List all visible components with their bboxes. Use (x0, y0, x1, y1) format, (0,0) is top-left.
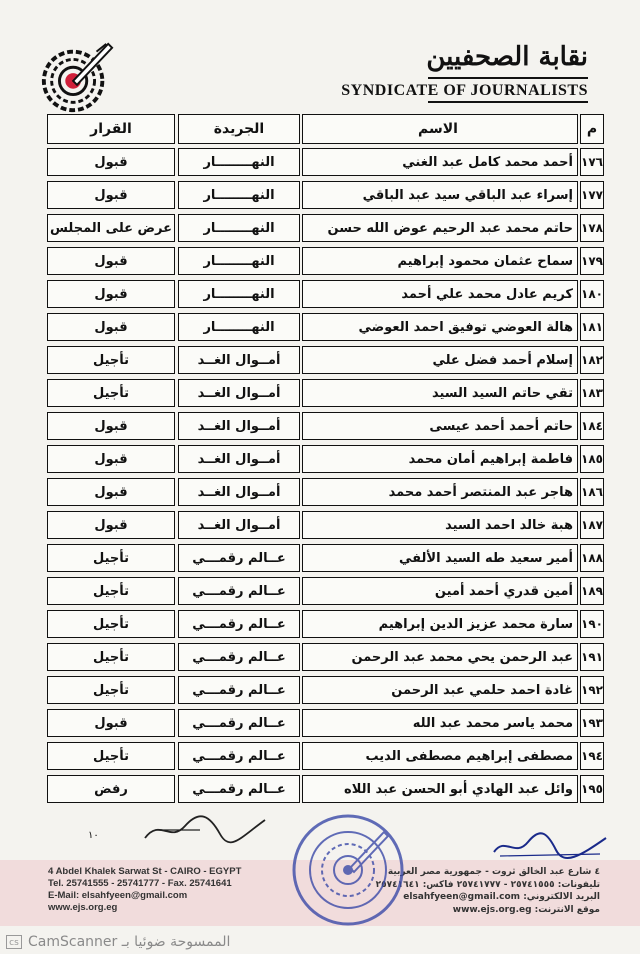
row-number: ١٨١ (580, 313, 604, 341)
row-newspaper: أمــوال الغــد (178, 346, 300, 374)
row-newspaper: عــالم رقمـــي (178, 643, 300, 671)
row-newspaper: النهــــــــار (178, 181, 300, 209)
row-number: ١٨٤ (580, 412, 604, 440)
row-name: عبد الرحمن يحي محمد عبد الرحمن (302, 643, 578, 671)
table-row (44, 577, 604, 605)
row-name: هاجر عبد المنتصر أحمد محمد (302, 478, 578, 506)
row-number: ١٨٠ (580, 280, 604, 308)
row-decision: عرض على المجلس (47, 214, 175, 242)
camscanner-logo-icon: cs (6, 935, 22, 949)
page-number: ١٠ (88, 830, 99, 841)
row-decision: تأجيل (47, 742, 175, 770)
footer-ar-line: تليفونات: ٢٥٧٤١٥٥٥ - ٢٥٧٤١٧٧٧ فاكس: ٢٥٧٤١٦٤١ (375, 879, 600, 890)
row-decision: قبول (47, 709, 175, 737)
row-newspaper: عــالم رقمـــي (178, 709, 300, 737)
row-name: حاتم محمد عبد الرحيم عوض الله حسن (302, 214, 578, 242)
row-number: ١٩٣ (580, 709, 604, 737)
table-row (44, 181, 604, 209)
row-number: ١٧٦ (580, 148, 604, 176)
row-decision: تأجيل (47, 610, 175, 638)
footer-ar-line: ٤ شارع عبد الخالق ثروت - جمهورية مصر العربية (387, 867, 600, 877)
row-decision: تأجيل (47, 346, 175, 374)
row-decision: رفض (47, 775, 175, 803)
footer-en-line: E-Mail: elsahfyeen@gmail.com (48, 890, 188, 901)
row-decision: قبول (47, 445, 175, 473)
table-row (44, 643, 604, 671)
table-row (44, 511, 604, 539)
row-number: ١٨٢ (580, 346, 604, 374)
row-decision: قبول (47, 511, 175, 539)
row-name: محمد ياسر محمد عبد الله (302, 709, 578, 737)
table-row (44, 313, 604, 341)
header-paper: الجريدة (178, 114, 300, 144)
row-number: ١٩٥ (580, 775, 604, 803)
row-name: إسلام أحمد فضل علي (302, 346, 578, 374)
syndicate-title-en: SYNDICATE OF JOURNALISTS (341, 82, 588, 99)
footer-address-en (48, 866, 241, 914)
table-row (44, 148, 604, 176)
row-newspaper: أمــوال الغــد (178, 445, 300, 473)
row-number: ١٨٣ (580, 379, 604, 407)
row-newspaper: أمــوال الغــد (178, 412, 300, 440)
row-name: سارة محمد عزيز الدين إبراهيم (302, 610, 578, 638)
footer-address-ar (376, 866, 600, 916)
signature-right (490, 830, 610, 862)
table-row (44, 478, 604, 506)
table-body (44, 148, 604, 803)
row-decision: قبول (47, 412, 175, 440)
row-number: ١٩٠ (580, 610, 604, 638)
header-num: م (580, 114, 604, 144)
row-number: ١٧٨ (580, 214, 604, 242)
table-row (44, 676, 604, 704)
row-decision: قبول (47, 247, 175, 275)
row-name: أمير سعيد طه السيد الألفي (302, 544, 578, 572)
header-name: الاسم (302, 114, 578, 144)
table-row (44, 775, 604, 803)
row-number: ١٨٦ (580, 478, 604, 506)
row-number: ١٨٧ (580, 511, 604, 539)
row-name: أحمد محمد كامل عبد الغني (302, 148, 578, 176)
table-row (44, 214, 604, 242)
row-newspaper: عــالم رقمـــي (178, 775, 300, 803)
row-number: ١٩١ (580, 643, 604, 671)
row-number: ١٨٨ (580, 544, 604, 572)
table-row (44, 280, 604, 308)
syndicate-seal-stamp (288, 810, 408, 930)
row-decision: تأجيل (47, 643, 175, 671)
row-number: ١٨٩ (580, 577, 604, 605)
row-number: ١٧٧ (580, 181, 604, 209)
row-newspaper: أمــوال الغــد (178, 511, 300, 539)
row-newspaper: النهــــــــار (178, 247, 300, 275)
footer-en-line: Tel. 25741555 - 25741777 - Fax. 25741641 (48, 878, 232, 889)
row-name: أمين قدري أحمد أمين (302, 577, 578, 605)
row-name: تقي حاتم السيد السيد (302, 379, 578, 407)
row-decision: قبول (47, 280, 175, 308)
row-newspaper: عــالم رقمـــي (178, 676, 300, 704)
row-decision: قبول (47, 478, 175, 506)
row-name: غادة احمد حلمي عبد الرحمن (302, 676, 578, 704)
table-row (44, 544, 604, 572)
row-newspaper: عــالم رقمـــي (178, 544, 300, 572)
row-decision: تأجيل (47, 544, 175, 572)
members-table (44, 114, 604, 808)
row-newspaper: عــالم رقمـــي (178, 610, 300, 638)
row-name: حاتم أحمد أحمد عيسى (302, 412, 578, 440)
title-rule-bottom (428, 101, 588, 103)
row-decision: قبول (47, 181, 175, 209)
row-decision: تأجيل (47, 577, 175, 605)
row-decision: قبول (47, 148, 175, 176)
table-row (44, 379, 604, 407)
table-row (44, 610, 604, 638)
row-number: ١٧٩ (580, 247, 604, 275)
table-row (44, 742, 604, 770)
row-decision: تأجيل (47, 676, 175, 704)
row-name: كريم عادل محمد علي أحمد (302, 280, 578, 308)
row-newspaper: أمــوال الغــد (178, 478, 300, 506)
title-rule-top (428, 77, 588, 79)
footer-ar-line: البريد الالكتروني: elsahfyeen@gmail.com (403, 892, 600, 902)
row-number: ١٩٤ (580, 742, 604, 770)
row-newspaper: النهــــــــار (178, 148, 300, 176)
table-header (44, 114, 604, 144)
row-name: هبة خالد احمد السيد (302, 511, 578, 539)
row-newspaper: النهــــــــار (178, 214, 300, 242)
table-row (44, 412, 604, 440)
syndicate-logo-icon (38, 38, 116, 116)
row-newspaper: عــالم رقمـــي (178, 577, 300, 605)
row-newspaper: النهــــــــار (178, 280, 300, 308)
row-name: إسراء عبد الباقي سيد عبد الباقي (302, 181, 578, 209)
footer-ar-line: موقع الانترنت: www.ejs.org.eg (452, 904, 600, 915)
syndicate-title-ar: نقابة الصحفيين (426, 42, 588, 72)
row-name: فاطمة إبراهيم أمان محمد (302, 445, 578, 473)
table-row (44, 247, 604, 275)
scanner-watermark: الممسوحة ضوئيا بـ CamScanner (28, 934, 231, 950)
header-decision: القرار (47, 114, 175, 144)
row-name: سماح عثمان محمود إبراهيم (302, 247, 578, 275)
row-decision: قبول (47, 313, 175, 341)
table-row (44, 346, 604, 374)
row-name: مصطفى إبراهيم مصطفى الديب (302, 742, 578, 770)
row-newspaper: عــالم رقمـــي (178, 742, 300, 770)
row-number: ١٨٥ (580, 445, 604, 473)
row-number: ١٩٢ (580, 676, 604, 704)
table-row (44, 709, 604, 737)
signature-left (140, 808, 270, 848)
footer-en-line: 4 Abdel Khalek Sarwat St - CAIRO - EGYPT (48, 866, 242, 877)
row-decision: تأجيل (47, 379, 175, 407)
row-newspaper: أمــوال الغــد (178, 379, 300, 407)
table-row (44, 445, 604, 473)
footer-en-line: www.ejs.org.eg (48, 902, 118, 913)
row-name: هالة العوضي توفيق احمد العوضي (302, 313, 578, 341)
row-newspaper: النهــــــــار (178, 313, 300, 341)
row-name: وائل عبد الهادي أبو الحسن عبد اللاه (302, 775, 578, 803)
